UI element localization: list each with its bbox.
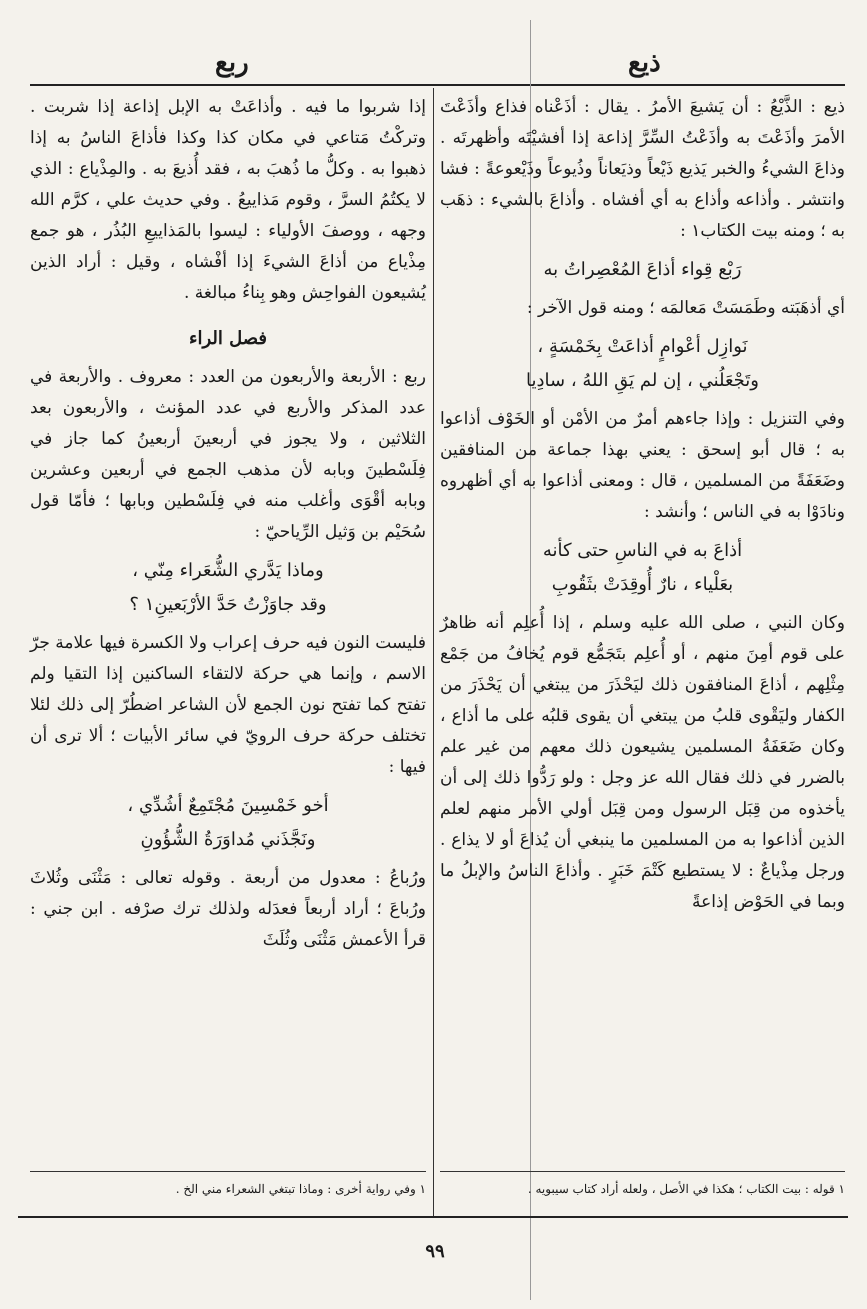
right-verse-2b: وتَجْعَلُني ، إن لم يَقِ اللهُ ، سادِيا	[526, 370, 759, 391]
right-paragraph-4: وكان النبي ، صلى الله عليه وسلم ، إذا أُعلِم أنه ظاهرٌ على قوم أمِنَ منهم ، أو أُعلِم بتَجَمُّع قوم يُخافُ من جَمْع مِثْلِهم ، أذاعَ المنافقون ذلك ليَحْذَرَ من يبتغي أن يَحْذَرَ من الكفار وليَقْوى قلبُ من يبتغي أن يقوى قلبُه على ما أذاع ، وكان ضَعَفَةُ المسلمين يشيعون ذلك معهم من غير علم بالضرر في ذلك فقال الله عز وجل : ولو رَدُّوا ذلك إلى أن يأخذوه من قِبَل الرسول ومن قِبَل أولي الأمر منهم لعلم الذين أذاعوا به من المسلمين ما ينبغي أن يُذاعَ أو لا يذاع . ورجل مِذْياعٌ : لا يستطيع كَتْمَ خَبَرٍ . وأذاعَ الناسُ والإبلُ ما وبما في الحَوْض إذاعةً	[440, 613, 845, 912]
left-footnote: ١ وفي رواية أخرى : وماذا تبتغي الشعراء مني الخ .	[175, 1182, 426, 1196]
right-verse-2a: نَوازِل أعْوامٍ أذاعَتْ بِخَمْسَةٍ ،	[537, 336, 748, 357]
left-paragraph-2: ربع : الأربعة والأربعون من العدد : معروف . والأربعة في عدد المذكر والأربع في عدد المؤنث ، والأربعون بعد الثلاثين ، ولا يجوز في أربعينَ أربعينُ كما جاز في فِلَسْطينَ وبابه لأن مذهب الجمع في أربعين وعشرين وبابه أقْوَى وأغلب منه في فِلَسْطين وبابها ؛ فأمّا قول سُحَيْم بن وَثيل الرِّياحيّ :	[30, 367, 426, 542]
right-verse-1: رَبْع قِواء أذاعَ المُعْصِراتُ به	[543, 259, 742, 280]
column-divider	[433, 88, 434, 1218]
left-verse-2a: أخو خَمْسِينَ مُجْتَمِعٌ أشُدِّي ،	[127, 795, 329, 816]
left-header-word: ربع	[215, 48, 249, 78]
left-paragraph-4: ورُباعُ : معدول من أربعة . وقوله تعالى : مَثْنَى وثُلاثَ ورُباعَ ؛ أراد أربعاً فعدَله ولذلك ترك صرْفه . ابن جني : قرأ الأعمش مَثْنَى وثُلَثَ	[30, 868, 426, 950]
left-paragraph-1: إذا شربوا ما فيه . وأذاعَتْ به الإبل إذاعة إذا شربت . وتركْتُ مَتاعي في مكان كذا وكذا فأذاعَ الناسُ به إذا ذهبوا به . وكلُّ ما ذُهبَ به ، فقد أُذيعَ به . والمِذْياع : الذي لا يكتُمُ السرَّ ، وقوم مَذاييعُ . وفي حديث علي ، كرَّم الله وجهه ، ووصفَ الأولياء : ليسوا بالمَذاييعِ البُذُر ، هو جمع مِذْياع من أذاعَ الشيءَ إذا أفْشاه ، وقيل : أراد الذين يُشيعون الفواحِش وهو بِناءُ مبالغة .	[30, 97, 426, 303]
footer-rule	[18, 1216, 848, 1218]
right-paragraph-1: ذيع : الذَّيْعُ : أن يَشيعَ الأمرُ . يقال : أذَعْناه فذاع وأذَعْتَ الأمرَ وأذَعْتَ به وأذَعْتُ السِّرَّ إذاعة إذا أفشيْتَه وأظهرتَه . وذاعَ الشيءُ والخبر يَذيع ذَيْعاً وذيَعاناً وذُيوعاً وذَيْعوعةً : فشا وانتشر . وأذاعه وأذاع به أي أفشاه . وأذاعَ بالشيء : ذهَب به ؛ ومنه بيت الكتاب١ :	[440, 97, 845, 241]
right-paragraph-2: أي أذهَبَته وطَمَسَتْ مَعالمَه ؛ ومنه قول الآخر :	[526, 298, 845, 318]
left-verse-2b: ونَجَّذَني مُداوَرَةُ الشُّؤُونِ	[140, 829, 316, 850]
header-rule	[30, 84, 845, 86]
right-footnote: ١ قوله : بيت الكتاب ؛ هكذا في الأصل ، ولعله أراد كتاب سيبويه .	[527, 1182, 845, 1196]
left-footnote-rule	[30, 1171, 426, 1172]
right-paragraph-3: وفي التنزيل : وإذا جاءهم أمرٌ من الأمْن أو الخَوْف أذاعوا به ؛ قال أبو إسحق : يعني بهذا جماعة من المنافقين وضَعَفَةً من المسلمين ، قال : ومعنى أذاعوا به أي أظهروه ونادَوْا به في الناس ؛ وأنشد :	[440, 409, 845, 522]
right-column	[440, 92, 845, 918]
left-paragraph-3: فليست النون فيه حرف إعراب ولا الكسرة فيها علامة جرّ الاسم ، وإنما هي حركة لالتقاء الساكنين إذا التقيا ولم تفتح كما تفتح نون الجمع لأن الشاعر اضطُرّ إلى ذلك لئلا تختلف حركة حرف الرويّ في سائر الأبيات ؛ ألا ترى أن فيها :	[30, 633, 426, 777]
right-footnote-rule	[440, 1171, 845, 1172]
right-verse-3b: بعَلْياء ، نارٌ أُوقِدَتْ بثَقُوبِ	[551, 574, 734, 595]
left-column	[30, 92, 426, 956]
left-verse-1a: وماذا يَدَّري الشُّعَراء مِنّي ،	[132, 560, 324, 581]
left-verse-1b: وقد جاوَزْتُ حَدَّ الأرْبَعينِ١ ؟	[129, 594, 327, 615]
section-title: فصل الراء	[189, 328, 267, 349]
right-verse-3a: أذاعَ به في الناسِ حتى كأنه	[542, 540, 743, 561]
page-number: ٩٩	[425, 1241, 445, 1262]
right-header-word: ذيع	[628, 48, 661, 78]
